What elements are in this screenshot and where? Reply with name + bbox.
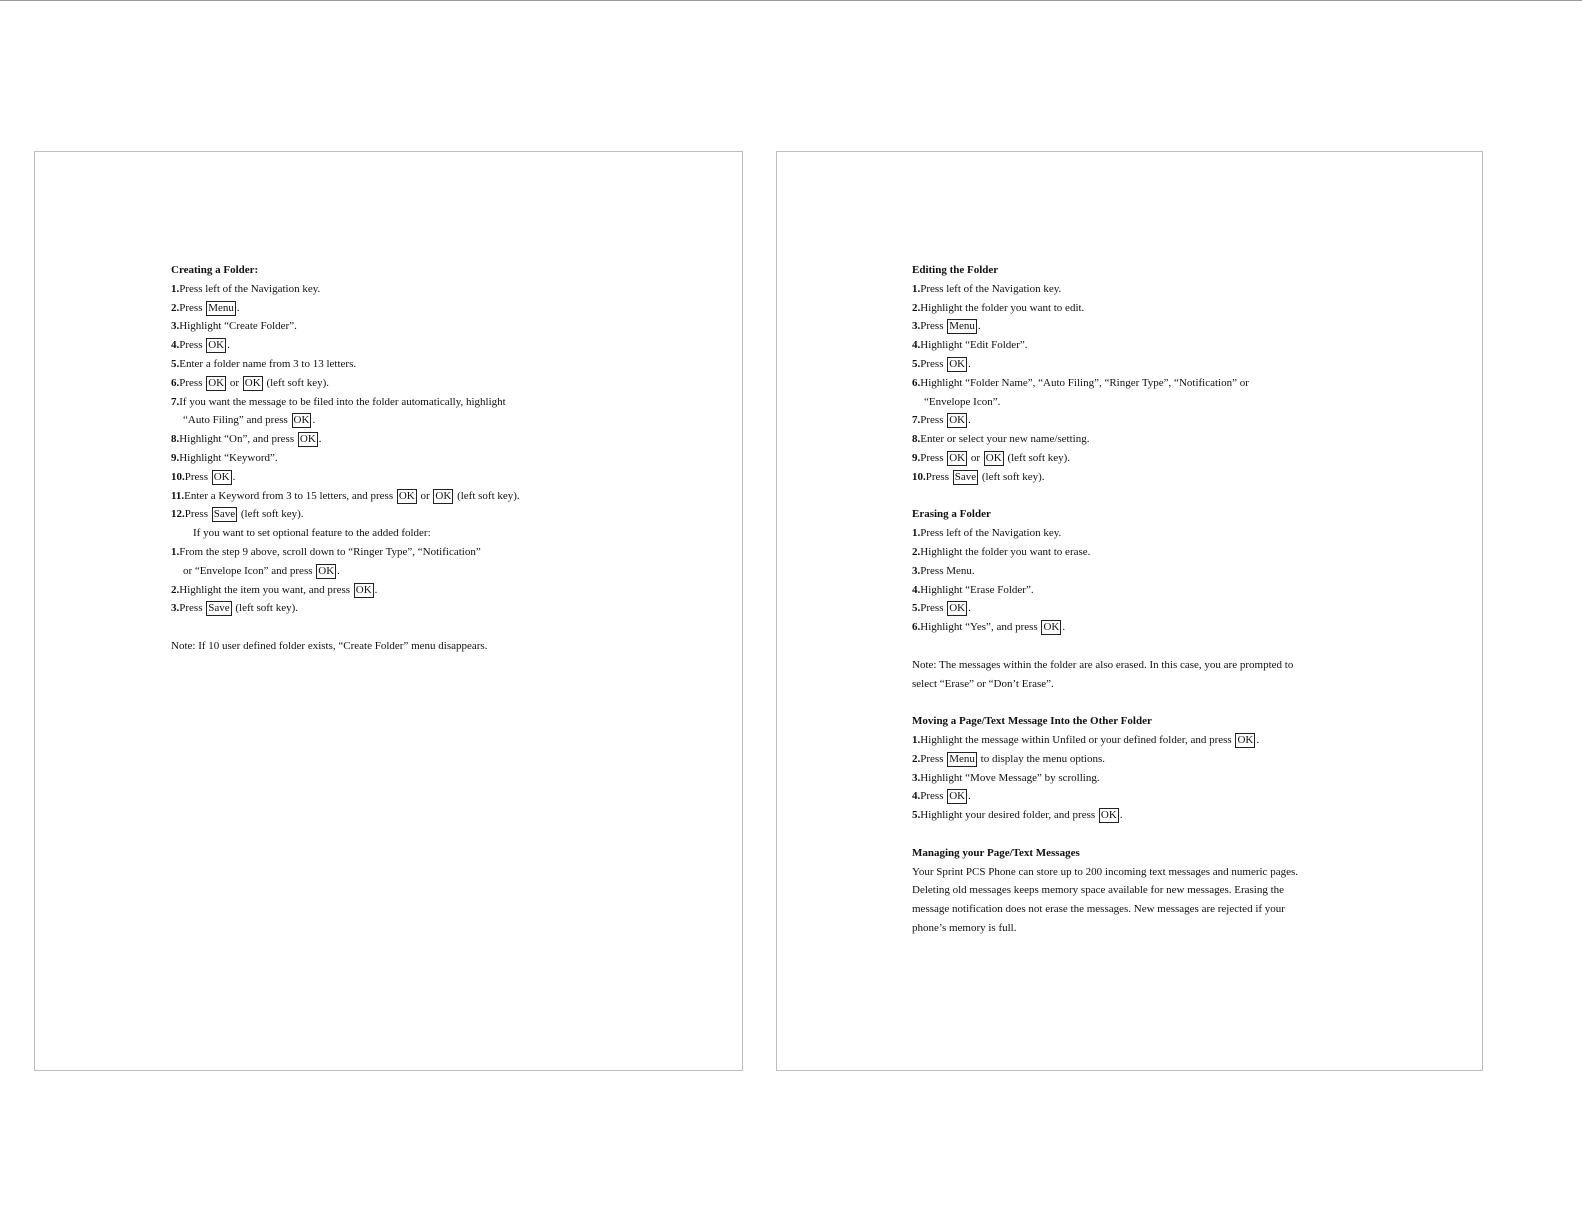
step-number: 3. <box>171 602 180 615</box>
step-text: Highlight your desired folder, and press <box>920 809 1098 822</box>
heading-managing-messages: Managing your Page/Text Messages <box>912 846 1080 859</box>
step-text: or <box>968 451 983 464</box>
step-number: 1. <box>912 282 921 295</box>
step-text: “Auto Filing” and press <box>183 414 291 427</box>
step-line <box>171 411 520 430</box>
editing-folder-steps <box>912 280 1298 487</box>
step-number: 2. <box>912 301 921 314</box>
step-text: Press Menu. <box>920 564 975 577</box>
note-erase-line-1: Note: The messages within the folder are also erased. In this case, you are prompted to <box>912 658 1294 671</box>
step-line <box>171 374 520 393</box>
step-text: (left soft key). <box>454 489 520 502</box>
step-text: . <box>232 470 236 483</box>
step-text: Press <box>920 602 947 615</box>
step-text: Press <box>179 376 206 389</box>
step-number: 8. <box>171 433 180 446</box>
managing-line-2: Deleting old messages keeps memory space available for new messages. Erasing the <box>912 884 1285 897</box>
step-line <box>912 806 1298 825</box>
spacer <box>912 825 1298 844</box>
step-number: 1. <box>171 282 180 295</box>
managing-line-1: Your Sprint PCS Phone can store up to 200 incoming text messages and numeric pages. <box>912 865 1298 878</box>
spacer <box>912 693 1298 712</box>
managing-line-3: message notification does not erase the messages. New messages are rejected if your <box>912 903 1285 916</box>
step-text: Press <box>920 790 947 803</box>
step-line <box>171 299 520 318</box>
step-number: 10. <box>912 470 926 483</box>
step-text: If you want the message to be filed into the folder automatically, highlight <box>179 395 506 408</box>
heading-erasing-folder: Erasing a Folder <box>912 508 991 521</box>
key-label-box: Menu <box>949 320 975 333</box>
step-number: 4. <box>912 339 921 352</box>
step-line <box>171 430 520 449</box>
key-label-box: OK <box>435 489 452 502</box>
step-text: Highlight “Create Folder”. <box>179 320 297 333</box>
key-label-box: OK <box>398 489 415 502</box>
step-text: (left soft key). <box>232 602 298 615</box>
left-page <box>34 151 743 1071</box>
step-line <box>171 355 520 374</box>
step-line <box>912 299 1298 318</box>
step-number: 5. <box>171 357 180 370</box>
step-text: Press <box>920 357 947 370</box>
key-label-box: OK <box>985 451 1002 464</box>
step-line <box>912 336 1298 355</box>
step-text: Enter or select your new name/setting. <box>920 433 1090 446</box>
step-text: From the step 9 above, scroll down to “Ringer Type”, “Notification” <box>179 545 481 558</box>
step-number: 6. <box>171 376 180 389</box>
step-text: . <box>977 320 981 333</box>
step-number: 3. <box>171 320 180 333</box>
optional-steps <box>171 543 520 618</box>
key-label-box: OK <box>299 433 316 446</box>
step-text: . <box>236 301 240 314</box>
left-page-content <box>171 261 520 656</box>
step-text: Highlight the message within Unfiled or your defined folder, and press <box>920 733 1235 746</box>
step-number: 2. <box>171 583 180 596</box>
step-text: Press <box>920 451 947 464</box>
step-text: Press <box>184 470 211 483</box>
step-line <box>912 374 1298 393</box>
step-text: (left soft key). <box>1004 451 1071 464</box>
step-number: 1. <box>912 733 921 746</box>
step-line <box>171 505 520 524</box>
step-text: Highlight “Erase Folder”. <box>920 583 1034 596</box>
key-label-box: OK <box>318 564 335 577</box>
key-label-box: OK <box>949 790 966 803</box>
step-line <box>912 731 1298 750</box>
key-label-box: Save <box>208 602 230 615</box>
step-line <box>912 787 1298 806</box>
step-number: 5. <box>912 357 921 370</box>
step-number: 12. <box>171 508 185 521</box>
erasing-folder-steps <box>912 524 1298 637</box>
step-text: Highlight “On”, and press <box>179 433 297 446</box>
step-text: . <box>227 339 230 352</box>
step-number: 1. <box>171 545 180 558</box>
step-number: 10. <box>171 470 185 483</box>
step-text: to display the menu options. <box>977 752 1106 765</box>
spacer <box>171 618 520 637</box>
heading-editing-folder: Editing the Folder <box>912 264 999 276</box>
note-erase-line-2: select “Erase” or “Don’t Erase”. <box>912 677 1054 690</box>
step-text: or <box>227 376 242 389</box>
right-page-content <box>912 261 1298 938</box>
step-line <box>912 317 1298 336</box>
step-line <box>912 280 1298 299</box>
key-label-box: OK <box>949 414 966 427</box>
step-text: . <box>968 357 971 370</box>
step-text: . <box>318 433 322 446</box>
step-line <box>912 562 1298 581</box>
step-text: Highlight “Keyword”. <box>179 451 278 464</box>
step-line <box>171 543 520 562</box>
spacer <box>912 487 1298 506</box>
step-text: Press <box>920 320 947 333</box>
key-label-box: OK <box>213 470 230 483</box>
step-number: 4. <box>171 339 180 352</box>
step-number: 9. <box>171 451 180 464</box>
step-line <box>171 562 520 581</box>
note-create-folder: Note: If 10 user defined folder exists, “Create Folder” menu disappears. <box>171 639 488 652</box>
step-text: Press <box>925 470 952 483</box>
moving-message-steps <box>912 731 1298 825</box>
step-line <box>912 468 1298 487</box>
creating-folder-steps <box>171 280 520 524</box>
step-text: Press <box>184 508 211 521</box>
managing-line-4: phone’s memory is full. <box>912 921 1017 934</box>
step-text: or <box>417 489 433 502</box>
step-text: . <box>968 790 971 803</box>
scan-top-rule <box>0 0 1582 1</box>
heading-creating-folder: Creating a Folder: <box>171 264 259 276</box>
step-line <box>912 581 1298 600</box>
step-text: Press left of the Navigation key. <box>179 282 321 295</box>
step-line <box>912 543 1298 562</box>
step-number: 5. <box>912 809 921 822</box>
key-label-box: OK <box>208 339 225 352</box>
step-line <box>912 750 1298 769</box>
step-text: “Envelope Icon”. <box>924 395 1001 408</box>
step-text: Press <box>179 339 206 352</box>
step-number: 6. <box>912 376 921 389</box>
key-label-box: Save <box>213 508 236 521</box>
key-label-box: Menu <box>949 752 975 765</box>
key-label-box: OK <box>1237 733 1254 746</box>
step-text: or “Envelope Icon” and press <box>183 564 316 577</box>
step-number: 2. <box>171 301 180 314</box>
step-number: 3. <box>912 564 921 577</box>
step-line <box>171 280 520 299</box>
key-label-box: Menu <box>208 301 234 314</box>
step-line <box>912 449 1298 468</box>
step-text: Press <box>920 414 947 427</box>
key-label-box: OK <box>949 357 966 370</box>
step-number: 5. <box>912 602 921 615</box>
step-line <box>912 355 1298 374</box>
step-line <box>912 430 1298 449</box>
step-line <box>912 618 1298 637</box>
step-line <box>912 393 1298 412</box>
step-text: (left soft key). <box>979 470 1045 483</box>
step-number: 3. <box>912 320 921 333</box>
step-text: . <box>1062 621 1066 634</box>
step-text: Enter a Keyword from 3 to 15 letters, and press <box>184 489 396 502</box>
step-text: . <box>1119 809 1123 822</box>
step-text: Press left of the Navigation key. <box>920 527 1062 540</box>
step-text: Press left of the Navigation key. <box>920 282 1062 295</box>
step-text: (left soft key). <box>238 508 304 521</box>
step-number: 11. <box>171 489 185 502</box>
step-number: 8. <box>912 433 921 446</box>
key-label-box: Save <box>954 470 977 483</box>
step-text: Press <box>179 301 206 314</box>
step-text: Press <box>920 752 947 765</box>
step-text: . <box>968 414 971 427</box>
step-text: . <box>968 602 971 615</box>
step-line <box>171 487 520 506</box>
step-number: 3. <box>912 771 921 784</box>
step-line <box>912 599 1298 618</box>
step-number: 4. <box>912 583 921 596</box>
step-line <box>171 449 520 468</box>
step-number: 6. <box>912 621 921 634</box>
step-line <box>171 599 520 618</box>
step-number: 2. <box>912 752 921 765</box>
step-text: . <box>337 564 340 577</box>
step-number: 2. <box>912 545 921 558</box>
step-text: Enter a folder name from 3 to 13 letters. <box>179 357 357 370</box>
step-text: . <box>374 583 378 596</box>
key-label-box: OK <box>949 451 966 464</box>
step-text: Highlight the item you want, and press <box>179 583 353 596</box>
step-text: Highlight “Edit Folder”. <box>920 339 1028 352</box>
step-text: . <box>1256 733 1260 746</box>
step-text: Press <box>179 602 206 615</box>
key-label-box: OK <box>244 376 261 389</box>
step-number: 1. <box>912 527 921 540</box>
step-text: Highlight the folder you want to erase. <box>920 545 1091 558</box>
key-label-box: OK <box>949 602 966 615</box>
key-label-box: OK <box>1043 621 1060 634</box>
step-line <box>171 393 520 412</box>
step-text: Highlight the folder you want to edit. <box>920 301 1085 314</box>
step-number: 9. <box>912 451 921 464</box>
step-line <box>912 524 1298 543</box>
optional-intro: If you want to set optional feature to the added folder: <box>193 527 431 540</box>
spacer <box>912 637 1298 656</box>
step-number: 7. <box>171 395 180 408</box>
step-text: (left soft key). <box>263 376 330 389</box>
step-text: Highlight “Folder Name”, “Auto Filing”, “Ringer Type”, “Notification” or <box>920 376 1249 389</box>
step-line <box>171 581 520 600</box>
step-text: . <box>312 414 316 427</box>
step-line <box>171 468 520 487</box>
heading-moving-message: Moving a Page/Text Message Into the Other Folder <box>912 715 1152 728</box>
key-label-box: OK <box>1100 809 1117 822</box>
key-label-box: OK <box>355 583 372 596</box>
step-text: Highlight “Move Message” by scrolling. <box>920 771 1100 784</box>
step-number: 4. <box>912 790 921 803</box>
step-text: Highlight “Yes”, and press <box>920 621 1041 634</box>
key-label-box: OK <box>293 414 310 427</box>
step-line <box>912 411 1298 430</box>
step-line <box>171 317 520 336</box>
key-label-box: OK <box>208 376 225 389</box>
right-page <box>776 151 1483 1071</box>
step-line <box>171 336 520 355</box>
step-number: 7. <box>912 414 921 427</box>
step-line <box>912 769 1298 788</box>
